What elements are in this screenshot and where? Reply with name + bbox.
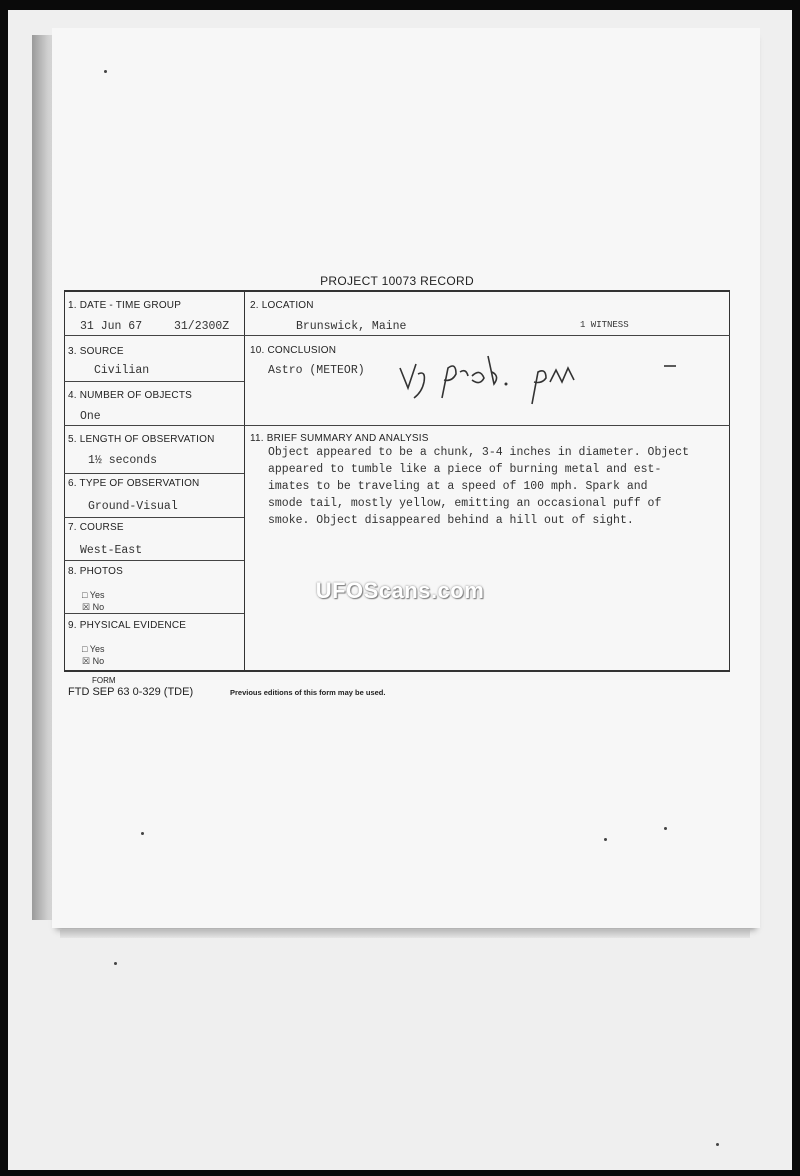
physical-evidence-no: ☒ No bbox=[82, 656, 105, 666]
physical-evidence-label: 9. PHYSICAL EVIDENCE bbox=[68, 620, 187, 631]
length-label: 5. LENGTH OF OBSERVATION bbox=[68, 434, 215, 445]
photos-label: 8. PHOTOS bbox=[68, 566, 123, 577]
record-form bbox=[64, 290, 730, 672]
summary-label: 11. BRIEF SUMMARY AND ANALYSIS bbox=[250, 433, 429, 444]
type-value: Ground-Visual bbox=[88, 500, 178, 513]
date-value: 31 Jun 67 bbox=[80, 320, 143, 333]
column-divider bbox=[244, 292, 245, 670]
physical-evidence-yes: □ Yes bbox=[82, 644, 105, 654]
summary-line: smode tail, mostly yellow, emitting an occasional puff of bbox=[268, 497, 662, 510]
row-divider bbox=[64, 473, 244, 474]
form-note: Previous editions of this form may be used. bbox=[230, 688, 386, 697]
location-label: 2. LOCATION bbox=[250, 300, 314, 311]
witness-count: 1 WITNESS bbox=[580, 320, 629, 330]
source-value: Civilian bbox=[94, 364, 150, 377]
form-code: FTD SEP 63 0-329 (TDE) bbox=[68, 686, 194, 698]
summary-line: Object appeared to be a chunk, 3-4 inches in diameter. Object bbox=[268, 446, 689, 459]
number-of-objects-label: 4. NUMBER OF OBJECTS bbox=[68, 390, 193, 401]
summary-line: smoke. Object disappeared behind a hill out of sight. bbox=[268, 514, 634, 527]
row-divider bbox=[64, 425, 244, 426]
watermark: UFOScans.com bbox=[315, 578, 485, 603]
course-value: West-East bbox=[80, 544, 143, 557]
photos-yes: □ Yes bbox=[82, 590, 105, 600]
location-value: Brunswick, Maine bbox=[296, 320, 407, 333]
handwritten-annotation-icon bbox=[396, 354, 676, 414]
speck bbox=[141, 832, 144, 835]
row-divider bbox=[64, 613, 244, 614]
speck bbox=[664, 827, 667, 830]
row-divider bbox=[64, 560, 244, 561]
summary-line: appeared to tumble like a piece of burning metal and est- bbox=[268, 463, 662, 476]
right-border bbox=[729, 292, 730, 670]
type-label: 6. TYPE OF OBSERVATION bbox=[68, 478, 200, 489]
summary-text bbox=[268, 444, 728, 529]
speck bbox=[604, 838, 607, 841]
conclusion-value: Astro (METEOR) bbox=[268, 364, 365, 377]
form-title: PROJECT 10073 RECORD bbox=[320, 274, 474, 288]
source-label: 3. SOURCE bbox=[68, 346, 124, 357]
card-bottom-edge bbox=[60, 930, 750, 938]
row-divider bbox=[244, 335, 730, 336]
number-of-objects-value: One bbox=[80, 410, 101, 423]
time-value: 31/2300Z bbox=[174, 320, 230, 333]
speck bbox=[716, 1143, 719, 1146]
course-label: 7. COURSE bbox=[68, 522, 124, 533]
speck bbox=[104, 70, 107, 73]
row-divider bbox=[64, 517, 244, 518]
summary-line: imates to be traveling at a speed of 100 mph. Spark and bbox=[268, 480, 648, 493]
date-time-label: 1. DATE - TIME GROUP bbox=[68, 300, 182, 311]
photos-no: ☒ No bbox=[82, 602, 105, 612]
row-divider bbox=[64, 381, 244, 382]
speck bbox=[114, 962, 117, 965]
row-divider bbox=[64, 335, 244, 336]
form-word: FORM bbox=[92, 676, 116, 685]
length-value: 1½ seconds bbox=[88, 454, 158, 467]
conclusion-label: 10. CONCLUSION bbox=[250, 345, 337, 356]
row-divider bbox=[244, 425, 730, 426]
